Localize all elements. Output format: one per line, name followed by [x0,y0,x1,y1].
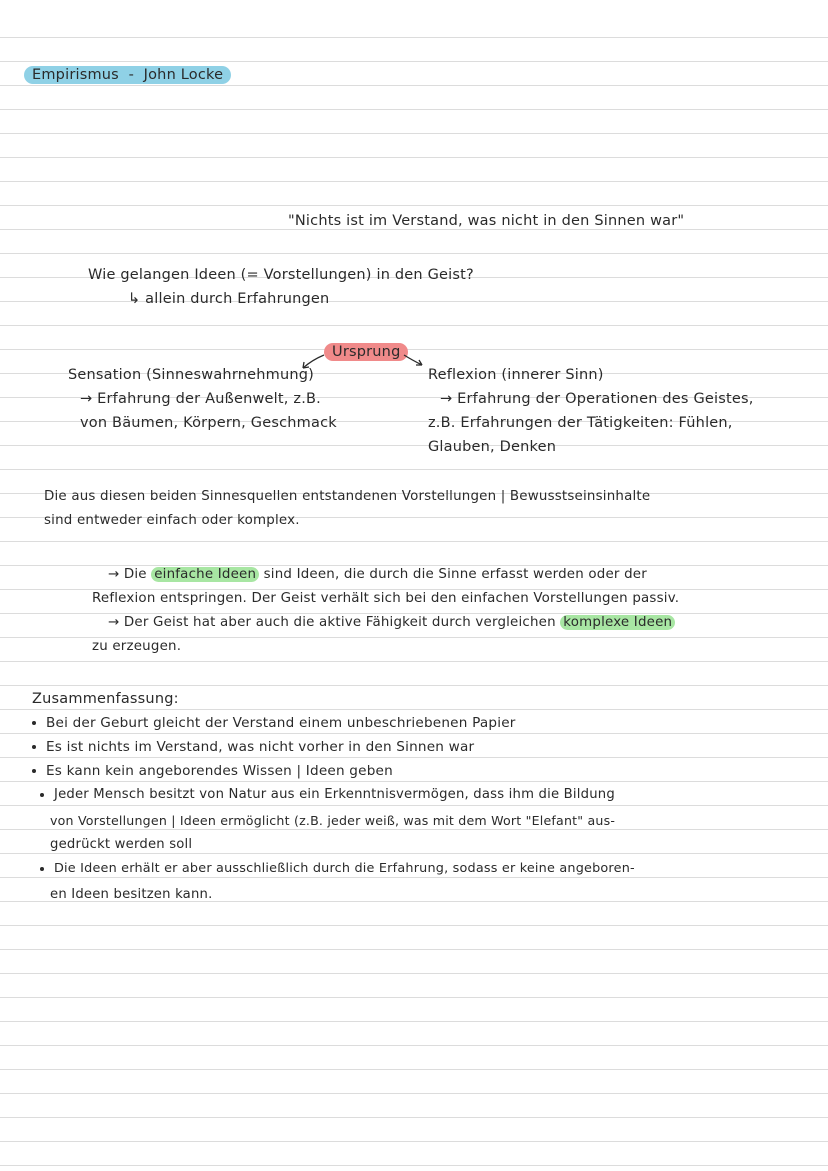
bullet-icon [40,867,44,871]
ideas-line-4: zu erzeugen. [92,639,182,654]
answer-marker: ↳ [128,291,141,307]
ideas-line-2: Reflexion entspringen. Der Geist verhält sich bei den einfachen Vorstellungen passiv. [92,591,680,606]
reflexion-line-2: z.B. Erfahrungen der Tätigkeiten: Fühlen, [428,415,733,431]
author-name: John Locke [143,67,224,83]
bullet-icon [32,721,36,725]
ideas-rest: sind Ideen, die durch die Sinne erfasst werden oder der [263,567,647,582]
bullet-icon [40,793,44,797]
question-text: Wie gelangen Ideen (= Vorstellungen) in den Geist? [88,267,474,283]
summary-bullet-4-line-3: gedrückt werden soll [50,837,193,852]
summary-bullet-3: Es kann kein angeborendes Wissen | Ideen geben [46,763,393,779]
page-title: Empirismus [32,67,119,83]
summary-bullet-1: Bei der Geburt gleicht der Verstand einem unbeschriebenen Papier [46,715,516,731]
sensation-line-2: von Bäumen, Körpern, Geschmack [80,415,337,431]
origin-label: Ursprung [324,343,408,361]
reflexion-line-1: → Erfahrung der Operationen des Geistes, [440,391,754,407]
summary-bullet-5-line-2: en Ideen besitzen kann. [50,887,213,902]
question-answer [128,290,329,308]
sensation-line-1: → Erfahrung der Außenwelt, z.B. [80,391,321,407]
paragraph-line-1: Die aus diesen beiden Sinnesquellen entstandenen Vorstellungen | Bewusstseinsinhalte [44,489,651,504]
ideas-p2-text: → Der Geist hat aber auch die aktive Fähigkeit durch vergleichen [108,615,556,630]
summary-bullet-4-line-1: Jeder Mensch besitzt von Natur aus ein Erkenntnisvermögen, dass ihm die Bildung [54,787,615,802]
ideas-line-3 [108,614,675,632]
answer-text: allein durch Erfahrungen [145,291,330,307]
header [24,66,231,84]
complex-ideas-highlight: komplexe Ideen [560,615,675,630]
bullet-icon [32,745,36,749]
summary-title: Zusammenfassung: [32,691,179,707]
sensation-title: Sensation (Sinneswahrnehmung) [68,367,314,383]
summary-bullet-2: Es ist nichts im Verstand, was nicht vorher in den Sinnen war [46,739,475,755]
header-separator: - [128,67,134,83]
origin-label-wrap [324,343,408,361]
arrow-right-icon [402,352,428,372]
quote: "Nichts ist im Verstand, was nicht in den Sinnen war" [288,213,685,229]
simple-ideas-highlight: einfache Ideen [151,567,259,582]
paragraph-line-2: sind entweder einfach oder komplex. [44,513,300,528]
bullet-icon [32,769,36,773]
summary-bullet-5-line-1: Die Ideen erhält er aber ausschließlich durch die Erfahrung, sodass er keine angeboren- [54,861,635,876]
header-highlight [24,66,231,84]
reflexion-line-3: Glauben, Denken [428,439,557,455]
summary-bullet-4-line-2: von Vorstellungen | Ideen ermöglicht (z.B. jeder weiß, was mit dem Wort "Elefant" aus- [50,813,616,828]
reflexion-title: Reflexion (innerer Sinn) [428,367,604,383]
ideas-line-1 [108,566,647,584]
ideas-prefix: → Die [108,567,147,582]
